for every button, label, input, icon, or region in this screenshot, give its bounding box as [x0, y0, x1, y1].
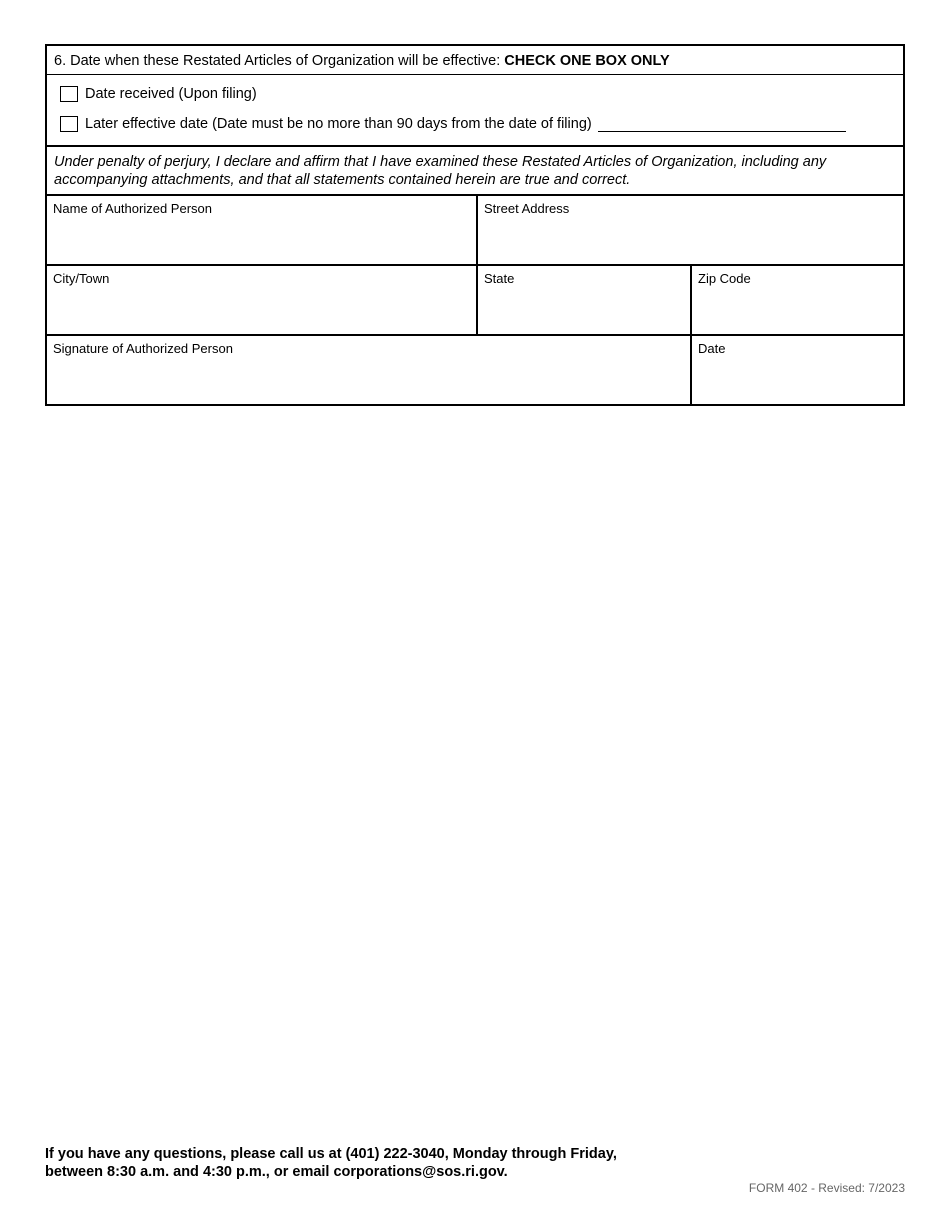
street-address-label: Street Address: [484, 201, 570, 216]
state-label: State: [484, 271, 515, 286]
authorized-person-name-label: Name of Authorized Person: [53, 201, 212, 216]
later-effective-date-input-line[interactable]: [598, 117, 846, 132]
form-number: FORM 402 - Revised: 7/2023: [748, 1181, 905, 1195]
date-field[interactable]: [690, 336, 903, 404]
date-label: Date: [698, 341, 726, 356]
zip-code-field[interactable]: [690, 266, 903, 334]
section-6-question: [47, 46, 903, 75]
zip-code-input[interactable]: [698, 292, 901, 330]
signature-input[interactable]: [53, 362, 688, 400]
signature-field[interactable]: [47, 336, 690, 404]
section-6-instruction: CHECK ONE BOX ONLY: [504, 53, 670, 69]
row-signature-date: [47, 334, 903, 404]
contact-footer: [45, 1145, 617, 1181]
option-date-received[interactable]: [60, 79, 903, 109]
signature-label: Signature of Authorized Person: [53, 341, 233, 356]
later-effective-date-checkbox[interactable]: [60, 116, 78, 132]
city-town-input[interactable]: [53, 292, 474, 330]
state-input[interactable]: [484, 292, 688, 330]
street-address-input[interactable]: [484, 222, 901, 260]
section-6-question-text: 6. Date when these Restated Articles of Organization will be effective:: [54, 53, 501, 69]
row-name-street: [47, 194, 903, 264]
date-input[interactable]: [698, 362, 901, 400]
city-town-label: City/Town: [53, 271, 110, 286]
later-effective-date-label: Later effective date (Date must be no more than 90 days from the date of filing): [85, 116, 592, 132]
contact-footer-line-1: If you have any questions, please call us at (401) 222-3040, Monday through Friday,: [45, 1146, 617, 1162]
effective-date-options: [47, 75, 903, 146]
date-received-checkbox[interactable]: [60, 86, 78, 102]
state-field[interactable]: [476, 266, 690, 334]
street-address-field[interactable]: [476, 196, 903, 264]
authorized-person-name-field[interactable]: [47, 196, 476, 264]
option-later-effective-date[interactable]: [60, 109, 903, 139]
restated-articles-form: [45, 44, 905, 406]
contact-footer-line-2: between 8:30 a.m. and 4:30 p.m., or email corporations@sos.ri.gov.: [45, 1164, 508, 1180]
perjury-declaration: Under penalty of perjury, I declare and affirm that I have examined these Restated Articles of Organization, including any accompanying attachments, and that all statements contained herein are true and correct.: [47, 146, 903, 194]
zip-code-label: Zip Code: [698, 271, 751, 286]
row-city-state-zip: [47, 264, 903, 334]
section-6: [47, 46, 903, 146]
authorized-person-name-input[interactable]: [53, 222, 474, 260]
city-town-field[interactable]: [47, 266, 476, 334]
date-received-label: Date received (Upon filing): [85, 86, 257, 102]
